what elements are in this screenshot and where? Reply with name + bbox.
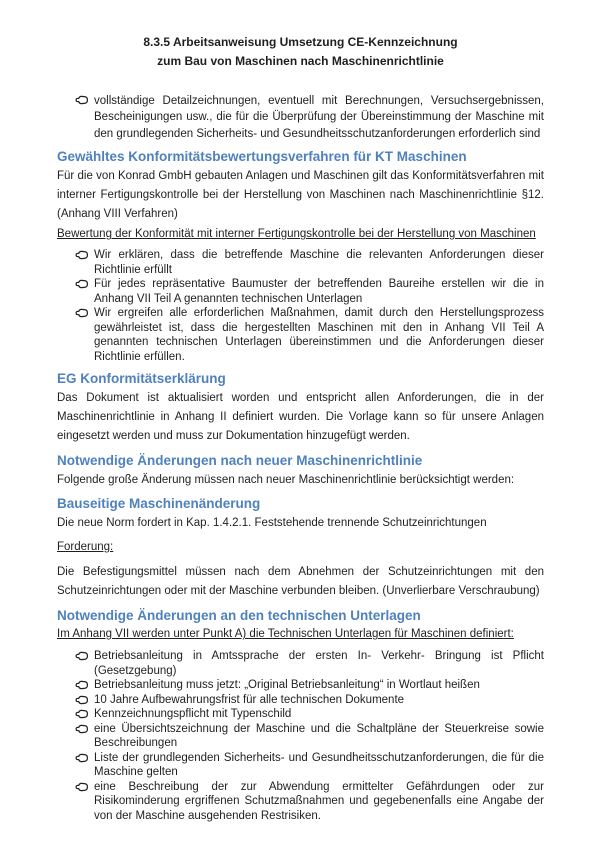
bullet-text: Wir ergreifen alle erforderlichen Maßnahmen, damit durch den Herstellungsprozess gewährleistet ist, dass die hergestellten Maschinen mit den in Anhang VII Teil A genannten technischen Unterlagen übereinstimmen und die Anforderungen dieser Richtlinie erfüllen. (94, 307, 544, 363)
arrow-pennant-icon (75, 93, 94, 105)
bullet-text: eine Übersichtszeichnung der Maschine und die Schaltpläne der Steuerkreise sowie Beschreibungen (94, 722, 544, 750)
subheading-forderung: Forderung: (57, 541, 114, 554)
list-item (75, 93, 544, 142)
bullet-text: Für jedes repräsentative Baumuster der betreffenden Baureihe erstellen wir die in Anhang VII Teil A genannten technischen Unterlagen (94, 278, 544, 305)
list-item (75, 277, 544, 306)
document-header (57, 33, 544, 71)
bullet-text: 10 Jahre Aufbewahrungsfrist für alle technischen Dokumente (94, 693, 405, 706)
arrow-pennant-icon (75, 248, 94, 260)
section-heading-notwendige-aenderungen-richtlinie: Notwendige Änderungen nach neuer Maschinenrichtlinie (57, 453, 423, 469)
paragraph-verfahren: Für die von Konrad GmbH gebauten Anlagen und Maschinen gilt das Konformitätsverfahren mit interner Fertigungskontrolle bei der Herstellung von Maschinen nach Maschinenrichtlinie §12. (Anhang VIII Verfahren) (57, 170, 544, 221)
list-item (75, 780, 544, 824)
arrow-pennant-icon (75, 306, 94, 318)
bullet-text: vollständige Detailzeichnungen, eventuell mit Berechnungen, Versuchsergebnissen, Bescheinigungen usw., die für die Überprüfung der Übereinstimmung der Maschine mit den grundlegenden Sicherheits- und Gesundheitsschutzanforderungen erforderlich sind (94, 95, 544, 140)
bullet-text: Betriebsanleitung in Amtssprache der ersten In- Verkehr- Bringung ist Pflicht (Gesetzgebung) (94, 650, 544, 677)
subheading-anhang-vii: Im Anhang VII werden unter Punkt A) die Technischen Unterlagen für Maschinen definiert: (57, 628, 514, 641)
list-item (75, 693, 544, 708)
document-title-line-1: 8.3.5 Arbeitsanweisung Umsetzung CE-Kennzeichnung (143, 35, 458, 49)
list-item (75, 707, 544, 722)
paragraph-notwendig-neu: Folgende große Änderung müssen nach neuer Maschinenrichtlinie berücksichtigt werden: (57, 474, 515, 487)
section-heading-bauseitige-maschinenaenderung: Bauseitige Maschinenänderung (57, 496, 261, 512)
arrow-pennant-icon (75, 678, 94, 690)
subheading-bewertung-konformitaet: Bewertung der Konformität mit interner Fertigungskontrolle bei der Herstellung von Maschinen (57, 228, 536, 241)
section-heading-eg-konformitaetserklaerung: EG Konformitätserklärung (57, 371, 226, 387)
bullet-text: Betriebsanleitung muss jetzt: „Original Betriebsanleitung“ in Wortlaut heißen (94, 679, 480, 692)
arrow-pennant-icon (75, 780, 94, 792)
bullet-text: eine Beschreibung der zur Abwendung ermittelter Gefährdungen oder zur Risikominderung ergriffenen Schutzmaßnahmen und gegebenenfalls eine Angabe der von der Maschine ausgehenden Restrisiken. (94, 780, 544, 822)
arrow-pennant-icon (75, 649, 94, 661)
list-item (75, 248, 544, 277)
verfahren-bullet-list (57, 248, 544, 364)
arrow-pennant-icon (75, 693, 94, 705)
document-title (57, 33, 544, 71)
paragraph-befestigungsmittel: Die Befestigungsmittel müssen nach dem Abnehmen der Schutzeinrichtungen mit den Schutzeinrichtungen oder mit der Maschine verbunden bleiben. (Unverlierbare Verschraubung) (57, 566, 544, 598)
arrow-pennant-icon (75, 751, 94, 763)
list-item (75, 306, 544, 364)
list-item (75, 678, 544, 693)
unterlagen-bullet-list (57, 649, 544, 823)
paragraph-eg: Das Dokument ist aktualisiert worden und entspricht allen Anforderungen, die in der Maschinenrichtlinie in Anhang II definiert wurden. Die Vorlage kann so für unsere Anlagen eingesetzt werden und muss zur Dokumentation hinzugefügt werden. (57, 392, 544, 443)
list-item (75, 722, 544, 751)
bullet-text: Kennzeichnungspflicht mit Typenschild (94, 708, 292, 721)
bullet-text: Wir erklären, dass die betreffende Maschine die relevanten Anforderungen dieser Richtlinie erfüllt (94, 249, 544, 276)
paragraph-bauseitig-norm: Die neue Norm fordert in Kap. 1.4.2.1. Feststehende trennende Schutzeinrichtungen (57, 517, 487, 530)
document-title-line-2: zum Bau von Maschinen nach Maschinenrichtlinie (157, 54, 444, 68)
section-heading-konformitaetsbewertungsverfahren: Gewähltes Konformitätsbewertungsverfahren für KT Maschinen (57, 149, 467, 165)
arrow-pennant-icon (75, 722, 94, 734)
bullet-text: Liste der grundlegenden Sicherheits- und Gesundheitsschutzanforderungen, die für die Maschine gelten (94, 751, 544, 779)
intro-bullet-list (57, 93, 544, 142)
arrow-pennant-icon (75, 277, 94, 289)
arrow-pennant-icon (75, 707, 94, 719)
list-item (75, 649, 544, 678)
section-heading-technische-unterlagen: Notwendige Änderungen an den technischen Unterlagen (57, 608, 421, 624)
list-item (75, 751, 544, 780)
